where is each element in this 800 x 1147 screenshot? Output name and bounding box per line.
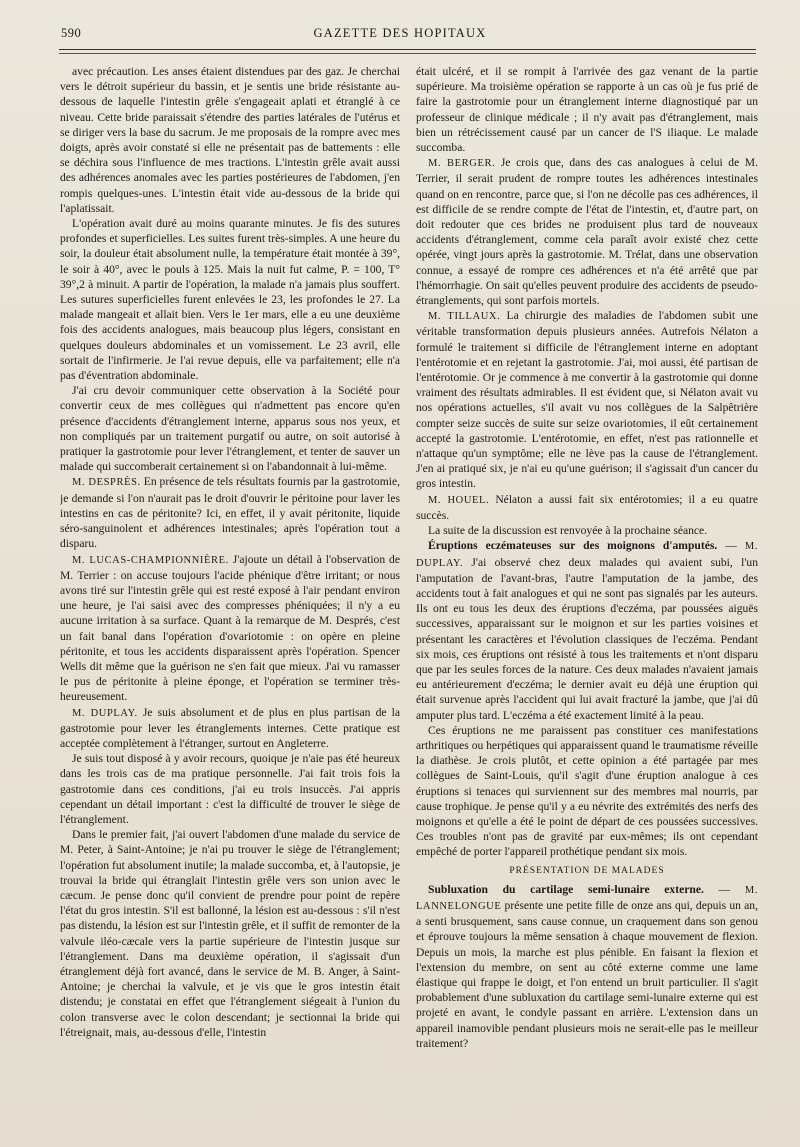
right-column <box>416 64 758 1139</box>
paragraph-text: La chirurgie des maladies de l'abdomen subit une véritable transformation depuis plusieurs années. Autrefois Nélaton a formulé le traitement si difficile de l'étranglement interne en adoptant l'entérotomie et en rejetant la gastrotomie. J'ai, moi aussi, été partisan de l'entérotomie. Or je commence à me convertir à la gastrotomie qui donne vraiment des résultats admirables. Il est évident que, si Nélaton avait vu nos opérations actuelles, s'il avait vu nos collègues de la Salpêtrière compter seize succès de suite sur seize ovariotomies, il eût certainement accepté la gastrotomie. L'entérotomie, en effet, n'est pas rationnelle et n'attaque qu'un symptôme; elle ne lève pas la cause de l'étranglement. J'en ai pratiqué six, je n'ai eu qu'une guérison; il s'agissait d'un cancer du gros intestin. <box>416 309 758 491</box>
speaker-name: M. TILLAUX. <box>428 311 501 323</box>
paragraph <box>60 827 400 1040</box>
paragraph-text: avec précaution. Les anses étaient distendues par des gaz. Je cherchai vers le détroit supérieur du bassin, et je sentis une bride résistante au-dessous de laquelle l'intestin grêle s'engageait aplati et étranglé à ce niveau. Cette bride paraissait s'étendre des parties latérales de l'utérus et se diriger vers la base du sacrum. Je me proposais de la rompre avec mes doigts, après avoir constaté si elle ne présentait pas de battements : elle se déchira sous l'influence de mes tractions. L'intestin grêle avait aussi des adhérences anomales avec les parties postérieures de l'abdomen, j'en rompis quelques-unes. L'intestin était vide au-dessous de la bride qui l'aplatissait. <box>60 65 400 215</box>
paragraph <box>60 705 400 752</box>
paragraph-text: J'ai observé chez deux malades qui avaient subi, l'un l'amputation de l'avant-bras, l'autre l'amputation de la jambe, des accidents tout à fait analogues et qui ne sont pas signalés par les auteurs. Ils ont eu tous les deux des éruptions d'eczéma, par poussées aiguës successives, apparaissant sur le moignon et sur les parties voisines et présentant les caractères et l'évolution classiques de l'eczéma. Pendant six mois, ces éruptions ont résisté à tous les traitements et n'ont disparu que par les seules forces de la nature. Ces deux malades n'avaient jamais eu antérieurement d'eczéma; le dernier avait eu déjà une éruption qui était survenue après l'accident qui lui avait fracturé la jambe, que j'ai dû amputer plus tard. L'eczéma a été exactement limité à la peau. <box>416 555 758 722</box>
subject-heading: Subluxation du cartilage semi-lunaire externe. <box>428 882 704 896</box>
paragraph: Éruptions eczémateuses sur des moignons d'amputés. — M. DUPLAY. J'ai observé chez deux malades qui avaient subi, l'un l'amputation de l'avant-bras, l'autre l'amputation de la jambe, des accidents tout à fait analogues et qui ne sont pas signalés par les auteurs. Ils ont eu tous les deux des éruptions d'eczéma, par poussées aiguës successives, apparaissant sur le moignon et sur les parties voisines et présentant les caractères et l'évolution classiques de l'eczéma. Pendant six mois, ces éruptions ont résisté à tous les traitements et n'ont disparu que par les seules forces de la nature. Ces deux malades n'avaient jamais eu antérieurement d'eczéma; le dernier avait eu déjà une éruption qui était survenue après l'accident qui lui avait fracturé la jambe, que j'ai dû amputer plus tard. L'eczéma a été exactement limité à la peau. <box>416 539 758 722</box>
paragraph-text: Je suis tout disposé à y avoir recours, quoique je n'aie pas été heureux dans les trois cas de ma pratique personnelle. J'ai fait trois fois la gastrotomie dans ces conditions, j'ai eu trois insuccès. J'ai appris cependant un détail important : c'est la difficulté de trouver le siège de l'étranglement. <box>60 752 400 826</box>
speaker-name: M. BERGER. <box>428 158 496 170</box>
paragraph <box>416 723 758 860</box>
paragraph-text: L'opération avait duré au moins quarante minutes. Je fis des sutures profondes et superficielles. Les suites furent très-simples. A une heure du soir, la douleur était absolument nulle, la température était montée à 39°, le soir à 40°, avec le pouls à 125. Mais la nuit fut calme, P. = 100, T° 39°,2 à minuit. A partir de l'opération, la malade n'a jamais plus souffert. Les sutures superficielles furent enlevées le 23, les profondes le 27. La malade mangeait et allait bien. Vers le 1er mars, elle a eu une deuxième fois des accidents analogues, mais beaucoup plus légers, consistant en quelques douleurs abdominales et un vomissement. Le 23 avril, elle sortait de l'infirmerie. Je l'ai revue depuis, elle va parfaitement; elle n'a pas d'éventration abdominale. <box>60 217 400 383</box>
paragraph <box>60 216 400 383</box>
header-rule-thick <box>59 49 756 50</box>
left-column <box>60 64 400 1139</box>
running-head <box>0 26 800 46</box>
paragraph <box>416 308 758 491</box>
paragraph-text: Ces éruptions ne me paraissent pas constituer ces manifestations arthritiques ou herpétiques qui apparaissent quand le traumatisme réveille la diathèse. Je crois plutôt, et cette opinion a été partagée par mes collègues de Saint-Louis, qu'il s'agit d'une éruption analogue à ces éruptions si tenaces qui surviennent sur des membres mal nourris, par cause trophique. Je pense qu'il y a eu névrite des extrémités des nerfs des moignons et qu'elle a été le point de départ de ces poussées successives. Ces troubles n'ont pas de gravité par eux-mêmes; ils ont cependant empêché de porter l'appareil prothétique pendant six mois. <box>416 723 758 859</box>
speaker-name: M. HOUEL. <box>428 494 490 506</box>
speaker-name: M. DESPRÈS. <box>72 477 141 489</box>
speaker-name: M. LANNELONGUE <box>416 884 758 912</box>
paragraph <box>416 492 758 523</box>
paragraph: Subluxation du cartilage semi-lunaire externe. — M. LANNELONGUE présente une petite fille de onze ans qui, depuis un an, a senti brusquement, sans cause connue, un craquement dans son genou et éprouve toujours la même sensation à chaque mouvement de flexion. Depuis un mois, la marche est plus pénible. En faisant la flexion et l'extension du membre, on sent au côté externe comme une lame élastique qui frappe le doigt, et l'on entend un bruit particulier. Il s'agit probablement d'une subluxation du cartilage semi-lunaire externe qui est projeté en avant, le condyle passant en arrière. L'extension dans un appareil inamovible pendant plusieurs mois ne serait-elle pas le meilleur traitement? <box>416 882 758 1050</box>
paragraph-text: En présence de tels résultats fournis par la gastrotomie, je demande si l'on n'aurait pas le droit d'ouvrir le péritoine pour laver les intestins en cas de péritonite? Ici, en effet, il y avait péritonite, liquide séro-sanguinolent et adhérences intestinales; après l'opération tout a disparu. <box>60 475 400 551</box>
page-number: 590 <box>61 26 82 40</box>
paragraph <box>60 64 400 216</box>
paragraph <box>416 523 758 538</box>
header-rule-thin <box>59 53 756 54</box>
paragraph-text: Dans le premier fait, j'ai ouvert l'abdomen d'une malade du service de M. Peter, à Saint-Antoine; je n'ai pu trouver le siège de l'étranglement; l'opération fut absolument inutile; la malade succomba, et, à l'autopsie, je trouvai la bride qui étranglait l'intestin grêle vers son union avec le cæcum. Je pense donc qu'il convient de prendre pour point de repère l'état du gros intestin. S'il est ballonné, la lésion est au-dessous : s'il n'est pas distendu, la lésion est sur l'intestin grêle, et il suffit de remonter de la valvule iléo-cæcale vers la partie supérieure de l'intestin jusque sur l'étranglement. Dans ma deuxième opération, il s'agissait d'un étranglement déjà fort avancé, dans le service de M. B. Anger, à Saint-Antoine; je cherchai la valvule, et je vis que le gros intestin était distendu; je constatai en effet que l'étranglement siégeait à l'union du colon transverse avec le colon descendant; je sectionnai la bride qui l'étreignait, mais, au-dessous d'elle, l'intestin <box>60 828 400 1039</box>
paragraph <box>60 552 400 705</box>
paragraph-text: La suite de la discussion est renvoyée à la prochaine séance. <box>428 524 708 538</box>
speaker-name: M. DUPLAY. <box>72 707 138 719</box>
paragraph <box>60 751 400 827</box>
subject-heading: Éruptions eczémateuses sur des moignons d'amputés. <box>428 539 718 553</box>
paragraph <box>60 474 400 551</box>
paragraph <box>60 383 400 474</box>
paragraph-text: Nélaton a aussi fait six entérotomies; il a eu quatre succès. <box>416 492 758 522</box>
paragraph-text: présente une petite fille de onze ans qui, depuis un an, a senti brusquement, sans cause connue, un craquement dans son genou et éprouve toujours la même sensation à chaque mouvement de flexion. Depuis un mois, la marche est plus pénible. En faisant la flexion et l'extension du membre, on sent au côté externe comme une lame élastique qui frappe le doigt, et l'on entend un bruit particulier. Il s'agit probablement d'une subluxation du cartilage semi-lunaire externe qui est projeté en avant, le condyle passant en arrière. L'extension dans un appareil inamovible pendant plusieurs mois ne serait-elle pas le meilleur traitement? <box>416 898 758 1050</box>
speaker-name: M. LUCAS-CHAMPIONNIÈRE. <box>72 554 229 566</box>
paragraph <box>416 155 758 308</box>
journal-title: GAZETTE DES HOPITAUX <box>313 26 487 40</box>
paragraph-text: Je crois que, dans des cas analogues à celui de M. Terrier, il serait prudent de rompre toutes les adhérences intestinales quand on en rencontre, parce que, si l'on ne décolle pas ces adhérences, il est difficile de se rendre compte de l'état de l'intestin, et, d'autre part, on doit redouter que ces brides ne produisent plus tard de nouveaux accidents d'étranglement, comme cela paraît avoir existé chez cette opérée, vingt jours après la gastrotomie. M. Trélat, dans une observation connue, a essayé de rompre ces adhérences et n'a été arrêté que par l'hémorrhagie. On sait qu'elles peuvent produire des accidents de pseudo-étranglements, qui sont parfois mortels. <box>416 156 758 308</box>
paragraph-text: J'ai cru devoir communiquer cette observation à la Société pour convertir ceux de mes collègues qui n'admettent pas encore qu'en présence d'accidents d'étranglement interne, apparus sous nos yeux, et non compliqués par un traitement purgatif ou autre, on soit autorisé à pratiquer la gastrotomie pour lever l'étranglement, et tenter de sauver un malade qui succomberait certainement si on l'abandonnait à lui-même. <box>60 384 400 474</box>
section-heading: PRÉSENTATION DE MALADES <box>509 865 665 876</box>
speaker-name: M. DUPLAY. <box>416 541 758 569</box>
paragraph <box>416 64 758 155</box>
paragraph-text: était ulcéré, et il se rompit à l'arrivée des gaz venant de la partie supérieure. Ma troisième opération se rapporte à un cas où je fus prié de faire la gastrotomie pour un étranglement interne diagnostiqué par un professeur de clinique médicale ; il n'y avait pas d'étranglement, mais bien un rétrécissement causé par un cancer de l'S iliaque. Le malade succomba. <box>416 65 758 155</box>
paragraph-text: J'ajoute un détail à l'observation de M. Terrier : on accuse toujours l'acide phénique d'être irritant; or nous avons tiré sur l'intestin grêle qui est resté exposé à l'air pendant environ une heure, je l'ai saisi avec des compresses phéniquées; il n'y a eu aucune irritation à sa surface. Quant à la remarque de M. Després, c'est un fait banal dans l'opération d'ovariotomie : on opère en pleine péritonite, et tous les accidents disparaissent après l'opération. Spencer Wells dit même que la guérison ne s'en fait que mieux. J'ai vu ramasser le pus de péritonite à pleine éponge, et l'opération se terminer très-heureusement. <box>60 552 400 704</box>
paragraph-text: Je suis absolument et de plus en plus partisan de la gastrotomie pour lever les étranglements internes. Cette pratique est acceptée complètement à l'étranger, surtout en Angleterre. <box>60 705 400 750</box>
